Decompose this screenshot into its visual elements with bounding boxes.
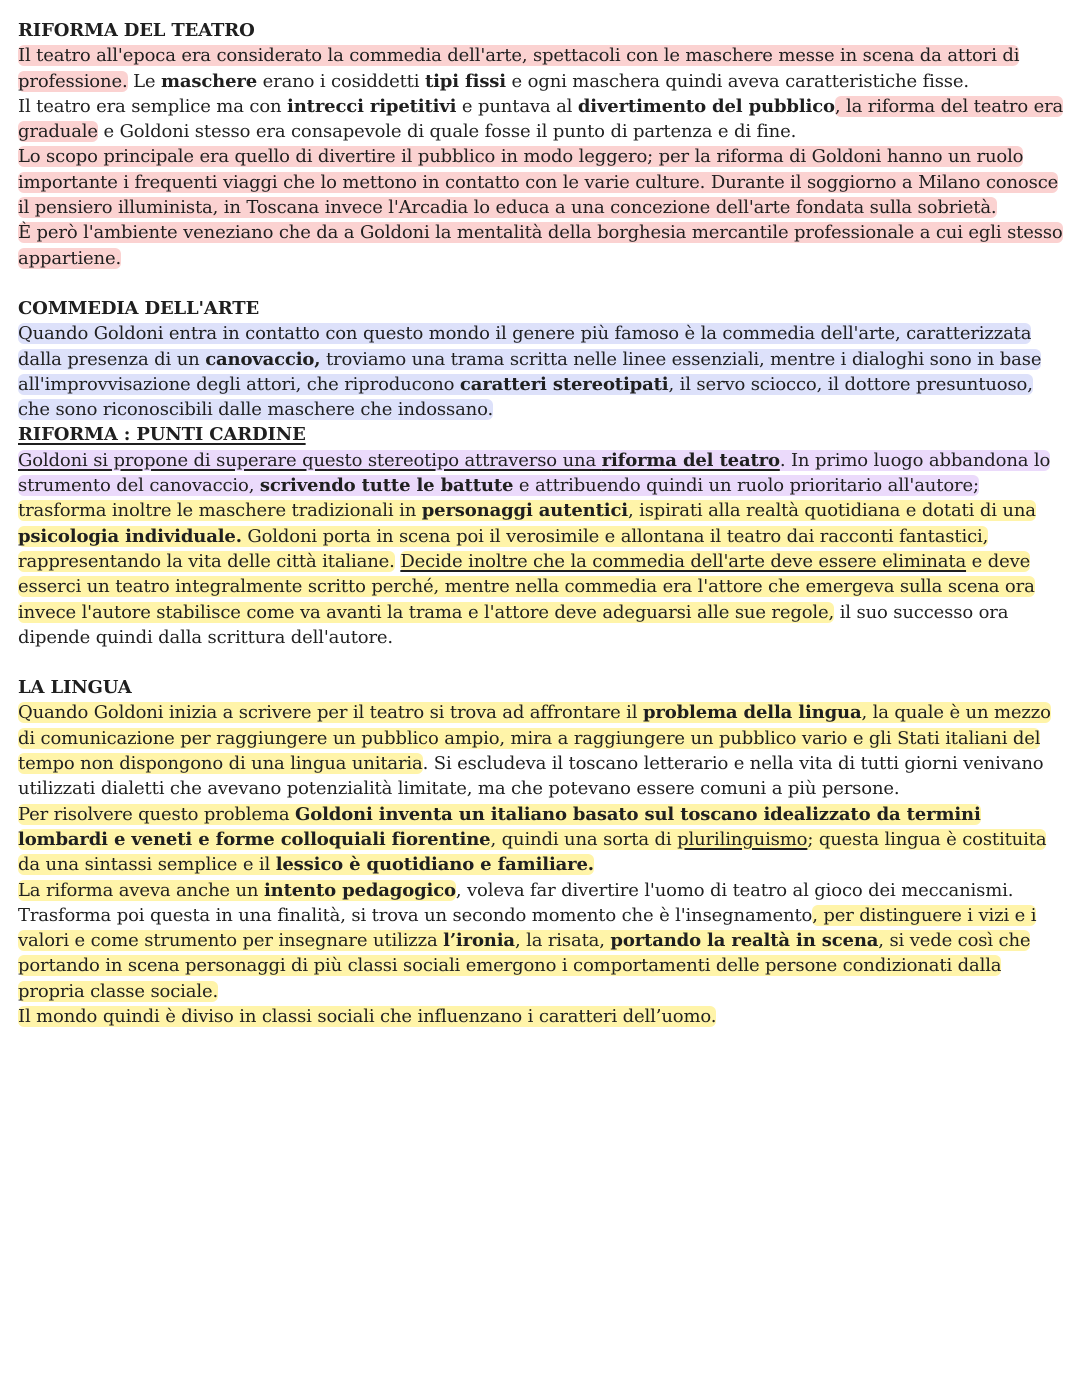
bold-term: problema della lingua <box>642 702 862 724</box>
paragraph-ambiente-veneziano <box>18 220 1068 271</box>
paragraph-intento-pedagogico: La riforma aveva anche un intento pedagogico, voleva far divertire l'uomo di teatro al gioco dei meccanismi. Trasforma poi questa in una finalità, si trova un secondo momento che è l'insegnamento, per distinguere i vizi e i valori e come strumento per insegnare utilizza l’ironia, la risata, portando la realtà in scena, si vede così che portando in scena personaggi di più classi sociali emergono i comportamenti delle persone condizionati dalla propria classe sociale. <box>18 879 1037 1002</box>
section-gap <box>18 650 1068 675</box>
bold-term: tipi fissi <box>424 70 506 92</box>
bold-term: canovaccio, <box>205 348 321 370</box>
highlight-pink: Il teatro all'epoca era considerato la commedia dell'arte, spettacoli con le maschere messe in scena da attori di professione. <box>18 45 1020 92</box>
paragraph-mondo-classi <box>18 1004 1068 1029</box>
highlight-pink: , la riforma del teatro era graduale <box>18 95 1064 143</box>
bold-term: scrivendo tutte le battute <box>259 475 514 497</box>
heading-la-lingua: LA LINGUA <box>18 677 132 699</box>
highlight-yellow: Per risolvere questo problema Goldoni inventa un italiano basato sul toscano idealizzato da termini lombardi e veneti e forme colloquiali fiorentine, quindi una sorta di plurilinguismo; questa lingua è costituita da una sintassi semplice e il lessico è quotidiano e familiare. <box>18 803 1047 876</box>
paragraph-riforma-punti: Goldoni si propone di superare questo stereotipo attraverso una riforma del teatro. In primo luogo abbandona lo strumento del canovaccio, scrivendo tutte le battute e attribuendo quindi un ruolo prioritario all'autore; trasforma inoltre le maschere tradizionali in personaggi autentici, ispirati alla realtà quotidiana e dotati di una psicologia individuale. Goldoni porta in scena poi il verosimile e allontana il teatro dai racconti fantastici, rappresentando la vita delle città italiane. Decide inoltre che la commedia dell'arte deve essere eliminata e deve esserci un teatro integralmente scritto perché, mentre nella commedia era l'attore che emergeva sulla scena ora invece l'autore stabilisce come va avanti la trama e l'attore deve adeguarsi alle sue regole, il suo successo ora dipende quindi dalla scrittura dell'autore. <box>18 449 1051 648</box>
bold-term: divertimento del pubblico <box>577 95 835 117</box>
section-gap <box>18 271 1068 296</box>
highlight-yellow: Quando Goldoni inizia a scrivere per il teatro si trova ad affrontare il problema della lingua, la quale è un mezzo di comunicazione per raggiungere un pubblico ampio, mira a raggiungere un pubblico vario e gli Stati italiani del tempo non dispongono di una lingua unitaria <box>18 702 1051 775</box>
heading-commedia-dell-arte: COMMEDIA DELL'ARTE <box>18 297 260 319</box>
document-page <box>18 18 1068 1029</box>
underlined-term: plurilinguismo <box>677 828 808 850</box>
bold-term: personaggi autentici <box>421 500 628 522</box>
bold-term: Goldoni inventa un italiano basato sul toscano idealizzato da termini lombardi e veneti e forme colloquiali fiorentine <box>18 803 981 850</box>
highlight-yellow: trasforma inoltre le maschere tradizionali in personaggi autentici, ispirati alla realtà quotidiana e dotati di una psicologia individuale. Goldoni porta in scena poi il verosimile e allontana il teatro dai racconti fantastici, rappresentando la vita delle città italiane. <box>18 500 1036 572</box>
highlight-pink: Lo scopo principale era quello di divertire il pubblico in modo leggero; per la riforma di Goldoni hanno un ruolo importante i frequenti viaggi che lo mettono in contatto con le varie culture. Durante il soggiorno a Milano conosce il pensiero illuminista, in Toscana invece l'Arcadia lo educa a una concezione dell'arte fondata sulla sobrietà. <box>18 146 1059 219</box>
heading-riforma-punti-cardine: RIFORMA : PUNTI CARDINE <box>18 424 306 446</box>
bold-term: intrecci ripetitivi <box>287 95 457 117</box>
bold-term: portando la realtà in scena <box>610 930 879 952</box>
paragraph-risolvere-problema <box>18 802 1068 878</box>
paragraph-scopo-principale <box>18 144 1068 220</box>
bold-term: lessico è quotidiano e familiare. <box>275 854 594 876</box>
bold-term: psicologia individuale. <box>18 525 242 547</box>
paragraph-problema-lingua: Quando Goldoni inizia a scrivere per il teatro si trova ad affrontare il problema della lingua, la quale è un mezzo di comunicazione per raggiungere un pubblico ampio, mira a raggiungere un pubblico vario e gli Stati italiani del tempo non dispongono di una lingua unitaria. Si escludeva il toscano letterario e nella vita di tutti giorni venivano utilizzati dialetti che avevano potenzialità limitate, ma che potevano essere comuni a più persone. <box>18 702 1051 800</box>
highlight-pink: È però l'ambiente veneziano che da a Goldoni la mentalità della borghesia mercantile professionale a cui egli stesso appartiene. <box>18 222 1063 269</box>
highlight-yellow: , per distinguere i vizi e i valori e come strumento per insegnare utilizza l’ironia, la risata, portando la realtà in scena, si vede così che portando in scena personaggi di più classi sociali emergono i comportamenti delle persone condizionati dalla propria classe sociale. <box>18 904 1037 1002</box>
highlight-blue: Quando Goldoni entra in contatto con questo mondo il genere più famoso è la commedia dell'arte, caratterizzata dalla presenza di un canovaccio, troviamo una trama scritta nelle linee essenziali, mentre i dialoghi sono in base all'improvvisazione degli attori, che riproducono caratteri stereotipati, il servo sciocco, il dottore presuntuoso, che sono riconoscibili dalle maschere che indossano. <box>18 323 1042 421</box>
paragraph-commedia <box>18 321 1068 422</box>
highlight-yellow: Il mondo quindi è diviso in classi sociali che influenzano i caratteri dell’uomo. <box>18 1005 717 1027</box>
bold-term: riforma del teatro <box>601 449 780 471</box>
bold-term: l’ironia <box>443 930 515 952</box>
highlight-yellow: Decide inoltre che la commedia dell'arte deve essere eliminata e deve esserci un teatro integralmente scritto perché, mentre nella commedia era l'attore che emergeva sulla scena ora invece l'autore stabilisce come va avanti la trama e l'attore deve adeguarsi alle sue regole, <box>18 550 1035 623</box>
highlight-purple: Goldoni si propone di superare questo stereotipo attraverso una riforma del teatro. In primo luogo abbandona lo strumento del canovaccio, scrivendo tutte le battute e attribuendo quindi un ruolo prioritario all'autore; <box>18 449 1051 497</box>
bold-term: caratteri stereotipati <box>459 373 669 395</box>
highlight-yellow: La riforma aveva anche un intento pedagogico <box>18 879 456 901</box>
paragraph-teatro-epoca: Il teatro all'epoca era considerato la commedia dell'arte, spettacoli con le maschere messe in scena da attori di professione. Le maschere erano i cosiddetti tipi fissi e ogni maschera quindi aveva caratteristiche fisse. <box>18 45 1020 92</box>
bold-term: maschere <box>160 70 258 92</box>
paragraph-teatro-semplice: Il teatro era semplice ma con intrecci ripetitivi e puntava al divertimento del pubblico, la riforma del teatro era graduale e Goldoni stesso era consapevole di quale fosse il punto di partenza e di fine. <box>18 95 1064 143</box>
heading-riforma-del-teatro: RIFORMA DEL TEATRO <box>18 20 255 41</box>
bold-term: intento pedagogico <box>263 879 456 901</box>
